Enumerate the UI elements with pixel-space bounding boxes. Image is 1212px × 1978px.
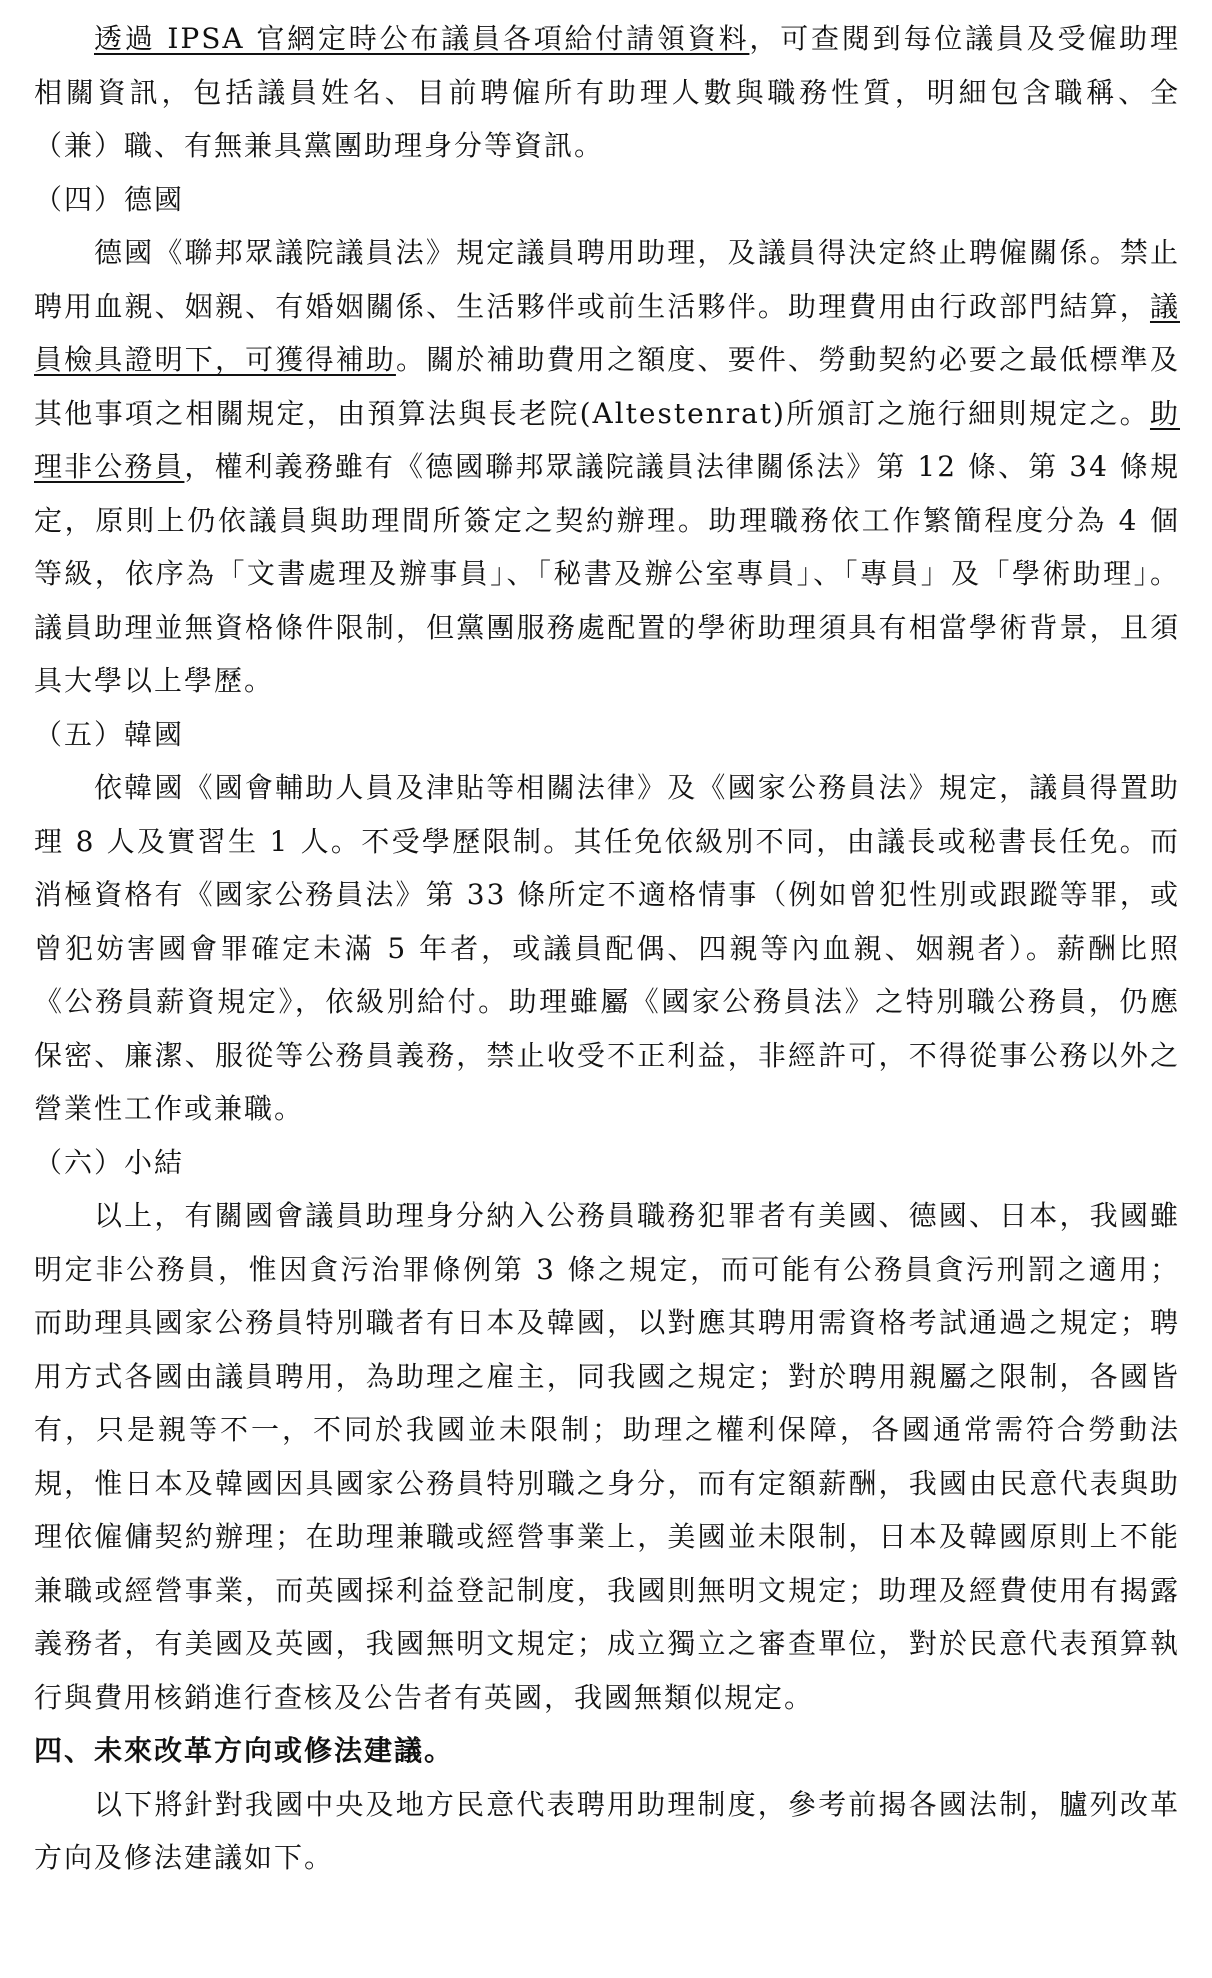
ipsa-paragraph xyxy=(34,12,1180,173)
germany-text-3: ，權利義務雖有《德國聯邦眾議院議員法律關係法》第 12 條、第 34 條規定，原則上仍依議員與助理間所簽定之契約辦理。助理職務依工作繁簡程度分為 4 個等級，依序為「文書處理及辦事員」、「秘書及辦公室專員」、「專員」及「學術助理」。議員助理並無資格條件限制，但黨團服務處配置的學術助理須具有相當學術背景，且須具大學以上學歷。 xyxy=(34,450,1180,697)
summary-heading: （六）小結 xyxy=(34,1145,185,1179)
germany-underlined-subsidy: 議員檢具證明下，可獲得補助 xyxy=(34,289,1180,376)
germany-heading: （四）德國 xyxy=(34,182,185,216)
korea-paragraph: 依韓國《國會輔助人員及津貼等相關法律》及《國家公務員法》規定，議員得置助理 8 人及實習生 1 人。不受學歷限制。其任免依級別不同，由議長或秘書長任免。而消極資格有《國家公務員法》第 33 條所定不適格情事（例如曾犯性別或跟蹤等罪，或曾犯妨害國會罪確定未滿 5 年者，或議員配偶、四親等內血親、姻親者）。薪酬比照《公務員薪資規定》，依級別給付。助理雖屬《國家公務員法》之特別職公務員，仍應保密、廉潔、服從等公務員義務，禁止收受不正利益，非經許可，不得從事公務以外之營業性工作或兼職。 xyxy=(34,771,1180,1125)
ipsa-underlined-text: 透過 IPSA 官網定時公布議員各項給付請領資料 xyxy=(94,22,750,55)
ipsa-paragraph-text: ，可查閱到每位議員及受僱助理相關資訊，包括議員姓名、目前聘僱所有助理人數與職務性質，明細包含職稱、全（兼）職、有無兼具黨團助理身分等資訊。 xyxy=(34,22,1180,162)
section-4-heading: 四、未來改革方向或修法建議。 xyxy=(34,1734,455,1767)
summary-paragraph: 以上，有關國會議員助理身分納入公務員職務犯罪者有美國、德國、日本，我國雖明定非公務員，惟因貪污治罪條例第 3 條之規定，而可能有公務員貪污刑罰之適用；而助理具國家公務員特別職者有日本及韓國，以對應其聘用需資格考試通過之規定；聘用方式各國由議員聘用，為助理之雇主，同我國之規定；對於聘用親屬之限制，各國皆有，只是親等不一，不同於我國並未限制；助理之權利保障，各國通常需符合勞動法規，惟日本及韓國因具國家公務員特別職之身分，而有定額薪酬，我國由民意代表與助理依僱傭契約辦理；在助理兼職或經營事業上，美國並未限制，日本及韓國原則上不能兼職或經營事業，而英國採利益登記制度，我國則無明文規定；助理及經費使用有揭露義務者，有美國及英國，我國無明文規定；成立獨立之審查單位，對於民意代表預算執行與費用核銷進行查核及公告者有英國，我國無類似規定。 xyxy=(34,1199,1180,1714)
korea-heading: （五）韓國 xyxy=(34,717,185,751)
germany-text-2: 。關於補助費用之額度、要件、勞動契約必要之最低標準及其他事項之相關規定，由預算法與長老院(Altestenrat)所頒訂之施行細則規定之。 xyxy=(34,343,1180,430)
germany-paragraph xyxy=(34,226,1180,708)
germany-text-1: 德國《聯邦眾議院議員法》規定議員聘用助理，及議員得決定終止聘僱關係。禁止聘用血親、姻親、有婚姻關係、生活夥伴或前生活夥伴。助理費用由行政部門結算， xyxy=(34,236,1180,323)
germany-underlined-not-civil-servant: 助理非公務員 xyxy=(34,396,1180,483)
section-4-paragraph: 以下將針對我國中央及地方民意代表聘用助理制度，參考前揭各國法制，臚列改革方向及修法建議如下。 xyxy=(34,1787,1180,1874)
